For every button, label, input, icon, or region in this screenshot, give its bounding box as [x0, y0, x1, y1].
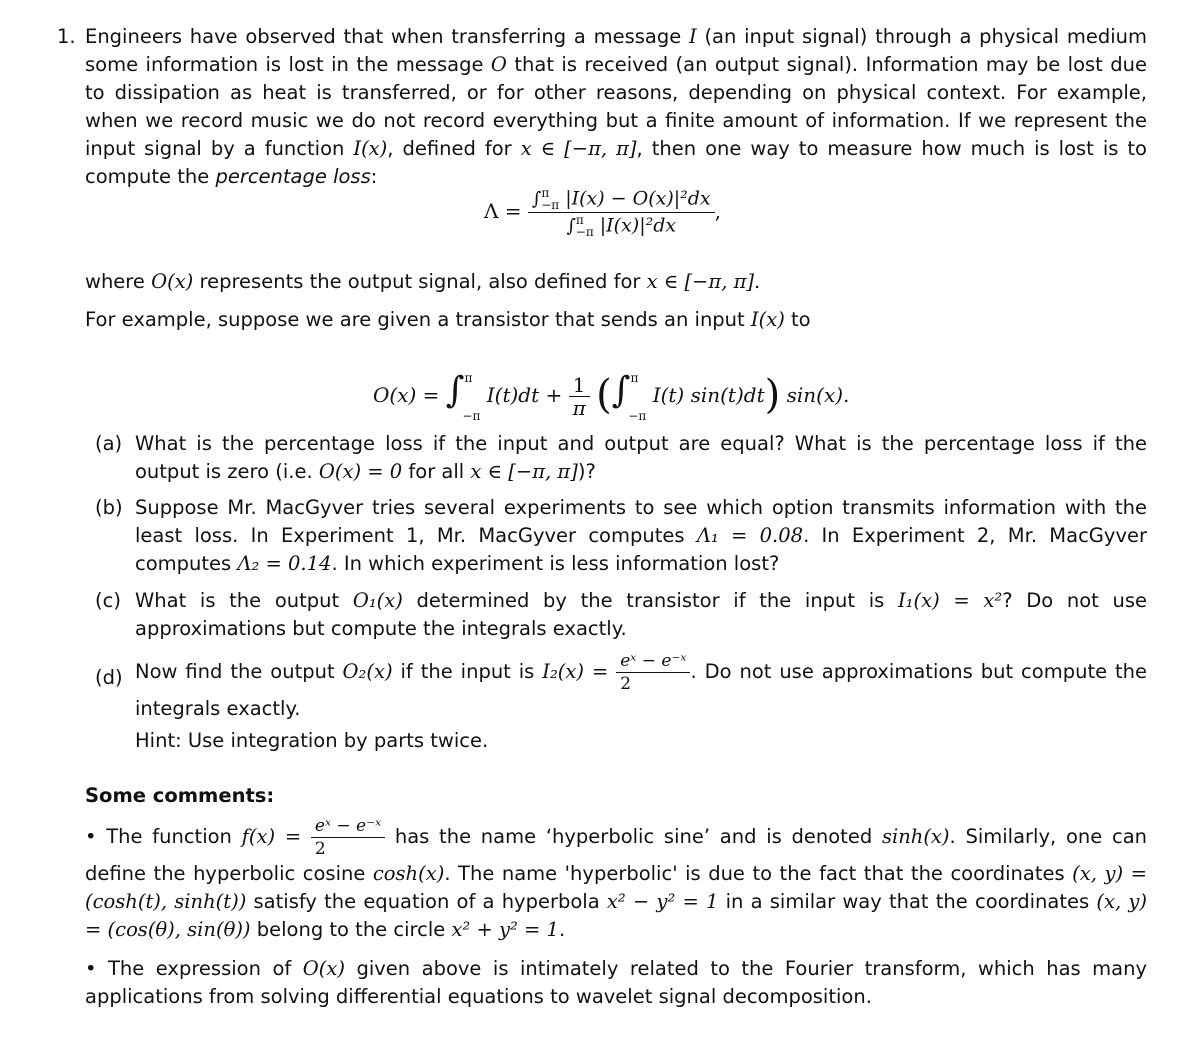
comment-hyperbolic: • The function f(x) = $\frac{\text{eˣ − e⁻ˣ}}{2}$ has the name ‘hyperbolic sine’ and is denoted sinh(x). Similarly, one can define the hyperbolic cosine cosh(x). The name 'hyperbolic' is due to the fact that the coordinates (x, y) = (cosh(t), sinh(t)) satisfy the equation of a hyperbola x² − y² = 1 in a similar way that the coordinates (x, y) = (cos(θ), sin(θ)) belong to the circle x² + y² = 1. — [85, 816, 1147, 941]
part-b: (b) Suppose Mr. MacGyver tries several experiments to see which option transmits information with the least loss. In Experiment 1, Mr. MacGyver computes Λ₁ = 0.08. In Experiment 2, Mr. MacGyver computes Λ₂ = 0.14. In which experiment is less information lost? — [95, 496, 1148, 575]
comments-heading: Some comments: — [85, 784, 275, 807]
part-a: (a) What is the percentage loss if the input and output are equal? What is the percentage loss if the output is zero (i.e. O(x) = 0 for all x ∈ [−π, π])? — [95, 432, 1147, 483]
part-d: (d) Now find the output O₂(x) if the input is I₂(x) = $\frac{\text{eˣ − e⁻ˣ}}{2}$ . Do not use approximations but compute the integrals exactly. Hint: Use integration by parts twice. — [95, 650, 1147, 755]
equation-lambda: Λ = $\frac{\int^\pi_{-\pi} |I(x) - O(x)|^2dx}{\int^\pi_{-\pi} |I(x)|^2dx}$ , — [484, 186, 722, 240]
example-line: For example, suppose we are given a transistor that sends an input I(x) to — [85, 308, 811, 331]
problem-intro: 1. Engineers have observed that when transferring a message I (an input signal) through a physical medium some information is lost in the message O that is received (an output signal). Information may be lost due to dissipation as heat is transferred, or for other reasons, depending on physical context. For example, when we record music we do not record everything but a finite amount of information. If we represent the input signal by a function I(x), defined for x ∈ [−π, π], then one way to measure how much is lost is to compute the percentage loss: — [57, 25, 1147, 188]
equation-output: O(x) = ∫$^\pi_{-\pi}$ I(t)dt + $\frac{1}{\pi}$ (∫$^\pi_{-\pi}$ I(t) sin(t)dt) sin(x). — [373, 370, 850, 423]
where-line: where O(x) represents the output signal, also defined for x ∈ [−π, π]. — [85, 270, 761, 293]
comment-fourier: • The expression of O(x) given above is intimately related to the Fourier transform, which has many applications from solving differential equations to wavelet signal decomposition. — [85, 957, 1148, 1008]
term-percentage-loss: percentage loss — [215, 165, 371, 188]
problem-number: 1. — [57, 25, 76, 48]
hint: Hint: Use integration by parts twice. — [135, 729, 489, 752]
part-c: (c) What is the output O₁(x) determined by the transistor if the input is I₁(x) = x²? Do not use approximations but compute the integrals exactly. — [95, 589, 1147, 640]
